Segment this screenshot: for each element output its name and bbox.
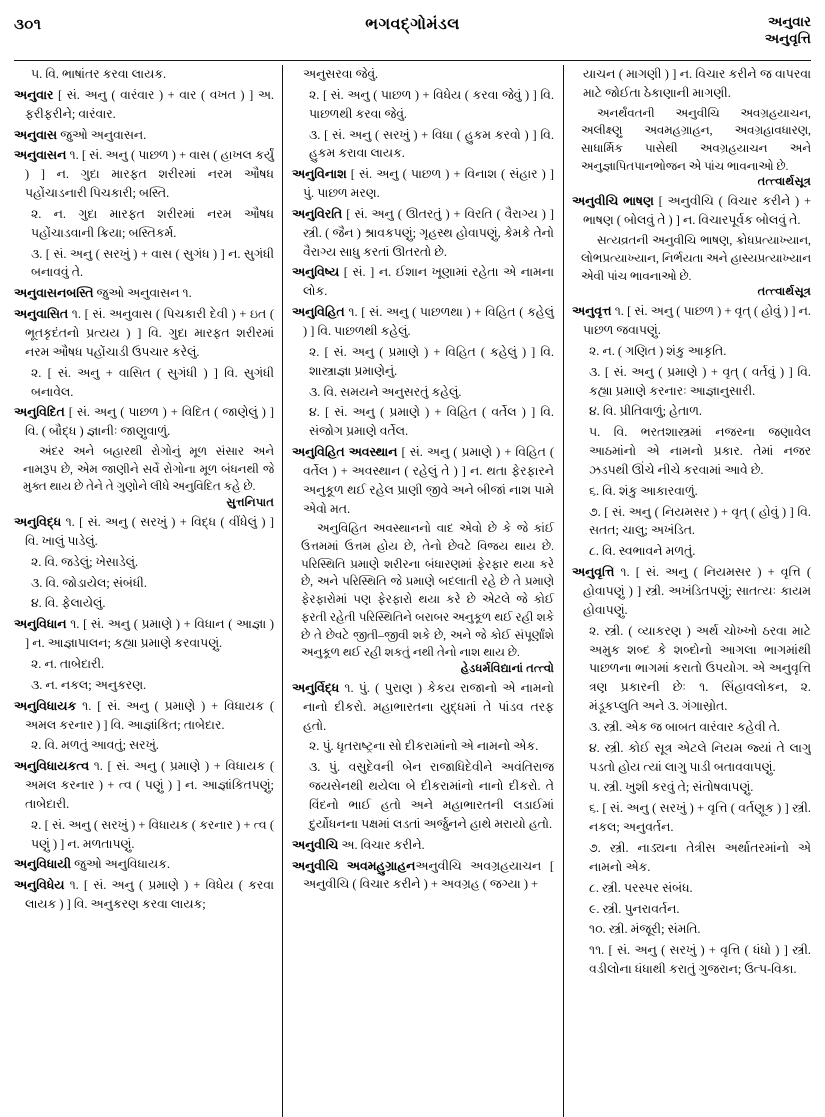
entry-sense: ૪. [ સં. અનુ ( પ્રમાણે ) + વિહિત ( વર્તેલ ) ] વિ. સંજોગ પ્રમાણે વર્તેલ. <box>309 405 554 439</box>
entry-headword: અનુવિધાયી <box>14 857 71 872</box>
entry-continuation: યાચન ( માગણી ) ] ન. વિચાર કરીને જ વાપરવા માટે જોઈતા ઠેકાણાની માગણી. <box>583 67 811 100</box>
citation-quote: અનુવિહિત અવસ્થાનનો વાદ એવો છે કે જે કાંઈ ઉત્તમમાં ઉત્તમ હોય છે, તેનો છેવટે વિજય થાય છે. પરિસ્થિતિ પ્રમાણે શરીરના બંધારણમાં ફેરફાર થયા કરે છે, અને પરિસ્થિતિ જે પ્રમાણે બદલાતી રહે છે તે પ્રમાણે ફેરફારોમાં પણ ફેરફારો થયા કરે છે એટલે જે કોઈ ફરતી રહેતી પરિસ્થિતિને બરાબર અનુકૂળ થઈ રહી શકે છે તે છેવટે જીતી–જીવી શકે છે, અને જે કોઈ સંપૂર્ણાંશે અનુકૂળ થઈ રહી શકતું નથી તેનો નાશ થાય છે. <box>301 521 554 660</box>
entry-headword: અનુવિધેય <box>14 878 65 893</box>
dictionary-entry <box>572 192 811 230</box>
dictionary-entry <box>14 855 274 874</box>
dictionary-entry <box>14 757 274 814</box>
guide-word-first: અનુવાર <box>768 14 811 29</box>
dictionary-entry <box>14 403 274 441</box>
entry-sense: ૨. [ સં. અનુ ( પાછળ ) + વિધેય ( કરવા જેવું ) ] વિ. પાછળથી કરવા જેવું. <box>309 87 554 121</box>
entry-sense: ૫. સ્ત્રી. ખુશી કરવું તે; સંતોષવાપણું. <box>589 780 754 795</box>
entry-headword: અનુવિધાયક <box>14 698 77 713</box>
dictionary-entry <box>14 305 274 362</box>
entry-sense: ૪. વિ. ફેલાયેલું. <box>31 596 106 611</box>
entry-sense: ૪. સ્ત્રી. કોઈ સૂત્ર એટલે નિયમ જ્યાં તે લાગુ પડતો હોય ત્યાં લાગુ પાડી બતાવવાપણું. <box>589 740 811 774</box>
entry-sense: ૨. [ સં. અનુ + વાસિત ( સુગંધી ) ] વિ. સુગંધી બનાવેલ. <box>31 365 274 399</box>
dictionary-entry <box>14 697 274 735</box>
entry-sense: ૬. [ સં. અનુ ( સરખું ) + વૃત્તિ ( વર્તણૂક ) ] સ્ત્રી. નકલ; અનુવર્તન. <box>589 801 811 835</box>
entry-body: ૧. [ સં. અનુ ( પાછળ ) + વૃત્ ( હોવું ) ] ન. પાછળ જવાપણું. <box>583 304 811 338</box>
entry-headword: અનુવીચિ ભાષણ <box>572 194 654 209</box>
header-rule <box>14 60 811 61</box>
citation-quote: અંદર અને બહારથી રોગોનું મૂળ સંસાર અને નામરૂપ છે, એમ જાણીને સર્વે રોગોના મૂળ બંધનથી જે મુક્ત થાય છે તેને તે ગુણોને લીધે અનુવિદિત કહે છે. <box>23 444 274 494</box>
entry-body: ૧. [ સં. અનુ ( સરખું ) + વિદ્ધ ( વીંધેલું ) ] વિ. ખાલું પાડેલું. <box>25 515 274 548</box>
entry-sense: ૨. પું. ધૃતરાષ્ટ્રના સો દીકરામાંનો એ નામનો એક. <box>309 739 539 754</box>
entry-headword: અનુવિહિત <box>292 305 345 320</box>
entry-sense: ૩. સ્ત્રી. એક જ બાબત વારંવાર કહેવી તે. <box>589 719 781 734</box>
entry-sense: ૯. સ્ત્રી. પુનરાવર્તન. <box>589 901 680 916</box>
dictionary-entry <box>292 263 554 301</box>
entry-sense: ૨. સ્ત્રી. ( વ્યાકરણ ) અર્થ ચોખ્ખો ઠરવા માટે અમુક શબ્દ કે શબ્દોનો આગલા ભાગમાંથી પાછળના ભાગમાં કરાતો ઉપયોગ. એ અનુવૃત્તિ ત્રણ પ્રકારની છેઃ ૧. સિંહાવલોકન, ૨. મંડૂકપ્લુતિ અને ૩. ગંગાસ્રોત. <box>589 623 811 714</box>
entry-headword: અનુવાસન <box>14 148 67 163</box>
entry-body: ૧. [ સં. અનુ ( નિયમસર ) + વૃત્તિ ( હોવાપણું ) ] સ્ત્રી. અખંડિતપણું; સાતત્યઃ કાયમ હોવાપણું. <box>583 565 811 617</box>
entry-body: જુઓ અનુવિધાયક. <box>71 857 170 872</box>
page-number: ૩૦૧ <box>14 17 42 33</box>
entry-headword: અનુવાસનબસ્તિ <box>14 286 94 301</box>
dictionary-entry <box>572 302 811 340</box>
dictionary-entry <box>14 513 274 551</box>
entry-sense: ૨. ન. ( ગણિત ) શંકુ આકૃતિ. <box>589 343 727 358</box>
entry-headword: અનુવિદિત <box>14 405 65 420</box>
entry-sense: ૫. વિ. ભાષાંતર કરવા લાયક. <box>31 67 167 81</box>
entry-body: જુઓ અનુવાસન. <box>57 127 147 142</box>
entry-sense: ૨. [ સં. અનુ ( પ્રમાણે ) + વિહિત ( કહેલું ) ] વિ. શાસ્ત્રાજ્ઞા પ્રમાણેનું. <box>309 344 554 378</box>
entry-body: [ સં. ] ન. ઈશાન ખૂણામાં રહેતા એ નામના લોક. <box>303 265 554 299</box>
entry-sense: ૩. વિ. જોડાયેલ; સંબંધી. <box>31 575 147 590</box>
entry-headword: અનુવાર <box>14 87 54 102</box>
entry-body: [ સં. અનુ ( વારંવાર ) + વાર ( વખત ) ] અ. ફરીફરીને; વારંવાર. <box>25 87 274 121</box>
dictionary-entry <box>14 86 274 124</box>
entry-body: ૧. [ સં. અનુ ( પ્રમાણે ) + વિધાયક ( અમલ કરનાર ) + ત્વ ( પણું ) ] ન. આજ્ઞાંકિતપણું; તાબેદારી. <box>25 759 274 811</box>
entry-body: [ સં. અનુ ( પાછળ ) + વિનાશ ( સંહાર ) ] પું. પાછળ મરણ. <box>303 167 554 201</box>
entry-continuation: અનુસરવા જેવું. <box>303 67 379 81</box>
entry-sense: ૩. [ સં. અનુ ( પ્રમાણે ) + વૃત્ ( વર્તવું ) ] વિ. કહ્યા પ્રમાણે કરનારઃ આજ્ઞાનુસારી. <box>589 364 811 398</box>
entry-body: ૧. [ સં. અનુ ( પ્રમાણે ) + વિધાન ( આજ્ઞા ) ] ન. આજ્ઞાપાલન; કહ્યા પ્રમાણે કરવાપણું. <box>25 617 274 651</box>
entry-headword: અનુવાસ <box>14 127 58 142</box>
entry-body: ૧. [ સં. અનુ ( પાછળથા ) + વિહિત ( કહેલું ) ] વિ. પાછળથી કહેલું. <box>303 305 554 338</box>
text-column-1 <box>14 65 282 1117</box>
entry-sense: ૩. [ સં. અનુ ( સરખું ) + વિધા ( હુકમ કરવો ) ] વિ. હુકમ કરાવા લાયક. <box>309 127 554 161</box>
dictionary-entry <box>292 679 554 736</box>
entry-sense: ૩. [ સં. અનુ ( સરખું ) + વાસ ( સુગંધ ) ] ન. સુગંધી બનાવવું તે. <box>31 246 274 280</box>
entry-sense: ૩. ન. નકલ; અનુકરણ. <box>31 677 147 692</box>
dictionary-entry <box>292 836 554 855</box>
entry-sense: ૮. સ્ત્રી. પરસ્પર સંબંધ. <box>589 880 693 895</box>
columns-container <box>14 65 811 1117</box>
dictionary-entry <box>14 126 274 145</box>
running-head <box>14 14 811 58</box>
dictionary-entry <box>572 563 811 620</box>
text-column-3 <box>564 65 811 1117</box>
entry-sense: ૨. ન. તાબેદારી. <box>31 657 105 671</box>
entry-headword: અનુવિહિત અવસ્થાન <box>292 445 398 460</box>
entry-sense: ૮. વિ. સ્વભાવને મળતું. <box>589 544 696 559</box>
entry-body: ૧. [ સં. અનુ ( પ્રમાણે ) + વિધેય ( કરવા લાયક ) ] વિ. અનુકરણ કરવા લાયક; <box>25 878 274 912</box>
guide-word-last: અનુવૃત્તિ <box>764 30 811 46</box>
citation-quote: અનર્થંવતની અનુવીચિ અવગ્રહયાચન, અલીક્ષ્ણુ અવમહગ્રાહન, અવગ્રહાવધારણ, સાધાર્મિક પાસેથી અવગ્રહયાચન અને અનુજ્ઞાપિતપાનભોજન એ પાંચ ભાવનાઓ છે. <box>581 105 811 173</box>
entry-sense: ૩. પું. વસુદેવની બેન રાજાધિદેવીને અવંતિરાજ જયસેનથી થયેલા બે દીકરામાંનો નાનો દીકરો. તે વિંદનો ભાઈ હતો અને મહાભારતની લડાઈમાં દુર્યોધનના પક્ષમાં લડતાં અર્જુનને હાથે મરાયો હતો. <box>309 760 554 831</box>
text-column-2 <box>282 65 564 1117</box>
entry-sense: ૬. વિ. શંકુ આકારવાળું. <box>589 483 698 498</box>
dictionary-entry <box>14 876 274 914</box>
entry-headword: અનુવિનાશ <box>292 167 347 182</box>
dictionary-entry <box>292 857 554 895</box>
entry-sense: ૧૦. સ્ત્રી. મંજૂરી; સંમતિ. <box>589 922 701 937</box>
entry-sense: ૫. વિ. ભરતશાસ્ત્રમાં નજરના જણાવેલ આઠમાંનો એ નામનો પ્રકાર. તેમાં નજર ઝડપથી ઊંચે નીચે કરવામાં આવે છે. <box>589 425 811 477</box>
entry-headword: અનુવિધાયકત્વ <box>14 759 90 774</box>
entry-body: [ અનુવીચિ ( વિચાર કરીને ) + ભાષણ ( બોલવું તે ) ] ન. વિચારપૂર્વક બોલવું તે. <box>583 194 811 228</box>
entry-headword: અનુવીચિ <box>292 837 339 852</box>
entry-body: [ સં. અનુ ( પાછળ ) + વિદિત ( જાણેલું ) ] વિ. ( બૌદ્ધ ) જ્ઞાનીઃ જાણુવાળું. <box>25 405 274 439</box>
entry-headword: અનુર્વિદ્ધ <box>292 680 340 695</box>
dictionary-entry <box>14 615 274 653</box>
citation-source: તત્ત્વાર્થસૂત્ર <box>757 176 811 189</box>
entry-body: ૧. પું. ( પુરાણ ) કેકય રાજાનો એ નામનો નાનો દીકરો. મહાભારતના યુદ્ધમાં તે પાંડવ તરફ હતો. <box>303 680 554 733</box>
entry-headword: અનુવિધાન <box>14 617 67 632</box>
entry-headword: અનુવિદ્ધ <box>14 515 62 530</box>
entry-sense: ૩. વિ. સમયને અનુસરતું કહેલું. <box>309 384 462 399</box>
entry-sense: ૭. સ્ત્રી. નાડ્યના તેત્રીસ અર્થાતરમાંનો એ નામનો એક. <box>589 840 811 874</box>
dictionary-entry <box>292 443 554 518</box>
entry-sense: ૨. [ સં. અનુ ( સરખું ) + વિધાયક ( કરનાર ) + ત્વ ( પણું ) ] ન. મળતાપણું. <box>31 817 274 851</box>
entry-headword: અનુવૃત્તિ <box>572 565 615 580</box>
entry-body: [ સં. અનુ ( પ્રમાણે ) + વિહિત ( વર્તેલ ) + અવસ્થાન ( રહેલું તે ) ] ન. થતા ફેરફારને અનુકૂળ થઈ રહેલ પ્રાણી જીવે અને બીજાં નાશ પામે એવો મત. <box>303 445 554 516</box>
entry-body: ૧. [ સં. અનુ ( પાછળ ) + વાસ ( હાખલ કર્યું ) ] ન. ગુદા મારફત શરીરમાં નરમ ઔષધ પહોંચાડનારી પિચકારી; બસ્તિ. <box>25 148 274 201</box>
citation-source: તત્ત્વાર્થસૂત્ર <box>757 286 811 299</box>
dictionary-entry <box>292 165 554 203</box>
entry-sense: ૨. વિ. જડેલું; ખેસાડેલું. <box>31 554 139 569</box>
entry-sense: ૨. ન. ગુદા મારફત શરીરમાં નરમ ઔષધ પહોંચાડવાની ક્રિયા; બસ્તિકર્મ. <box>31 206 274 240</box>
entry-body: ૧. [ સં. અનુવાસ ( પિચકારી દેવી ) + ઇત ( ભૂતકૃદંતનો પ્રત્યય ) ] વિ. ગુદા મારફત શરીરમાં નરમ ઔષધ પહોંચાડી ઉપચાર કરેલું. <box>25 307 274 359</box>
entry-sense: ૭. [ સં. અનુ ( નિયમસર ) + વૃત્ ( હોવું ) ] વિ. સતત; ચાલુ; અખંડિત. <box>589 504 811 538</box>
book-title: ભગવદ્‌ગોમંડલ <box>365 16 460 33</box>
citation-quote: સત્યવ્રતની અનુવીચિ ભાષણ, ક્રોધપ્રત્યાખ્યાન, લોભપ્રત્યાખ્યાન, નિર્ભયતા અને હાસ્યપ્રત્યાખ્યાન એવી પાંચ ભાવનાઓ છે. <box>581 233 811 283</box>
entry-headword: અનુવીચિ અવમહુગ્રાહન <box>292 858 416 873</box>
dictionary-entry <box>14 284 274 303</box>
entry-body: [ સં. અનુ ( ઊતરતું ) + વિરતિ ( વૈરાગ્ય ) ] સ્ત્રી. ( જૈન ) શ્રાવકપણું; ગૃહસ્થ હોવાપણું, કેમકે તેનો વૈરાગ્ય સાધુ કરતાં ઊતરતો છે. <box>303 206 554 259</box>
dictionary-entry <box>292 205 554 262</box>
citation-source: સુત્તનિપાત <box>226 497 274 510</box>
guide-words <box>691 14 811 48</box>
entry-body: અ. વિચાર કરીને. <box>338 837 425 852</box>
entry-sense: ૨. વિ. મળતું આવતું; સરખું. <box>31 738 159 753</box>
entry-body: જુઓ અનુવાસન ૧. <box>93 286 192 301</box>
entry-headword: અનુવૃત્ત <box>572 304 612 319</box>
entry-sense: ૧૧. [ સં. અનુ ( સરખું ) + વૃત્તિ ( ધંધો ) ] સ્ત્રી. વડીલોના ધંધાથી કરાતું ગુજરાન; ઉત્પ-વિકા. <box>589 943 811 977</box>
citation-source: હેડધર્મવિદ્યાનાં તત્ત્વો <box>460 662 554 675</box>
entry-headword: અનુવિરતિ <box>292 206 343 221</box>
entry-body: અનુવીચિ અવગ્રહયાચન [ અનુવીચિ ( વિચાર કરીને ) + અવગ્રહ ( જગ્યા ) + <box>303 858 554 892</box>
dictionary-entry <box>292 303 554 341</box>
entry-sense: ૪. વિ. પ્રીતિવાળું; હેતાળ. <box>589 404 702 419</box>
dictionary-entry <box>14 146 274 203</box>
entry-body: ૧. [ સં. અનુ ( પ્રમાણે ) + વિધાયક ( અમલ કરનાર ) ] વિ. આજ્ઞાંકિત; તાબેદાર. <box>25 698 274 732</box>
entry-headword: અનુવિષ્ય <box>292 265 340 280</box>
entry-headword: અનુવાસિત <box>14 307 69 322</box>
